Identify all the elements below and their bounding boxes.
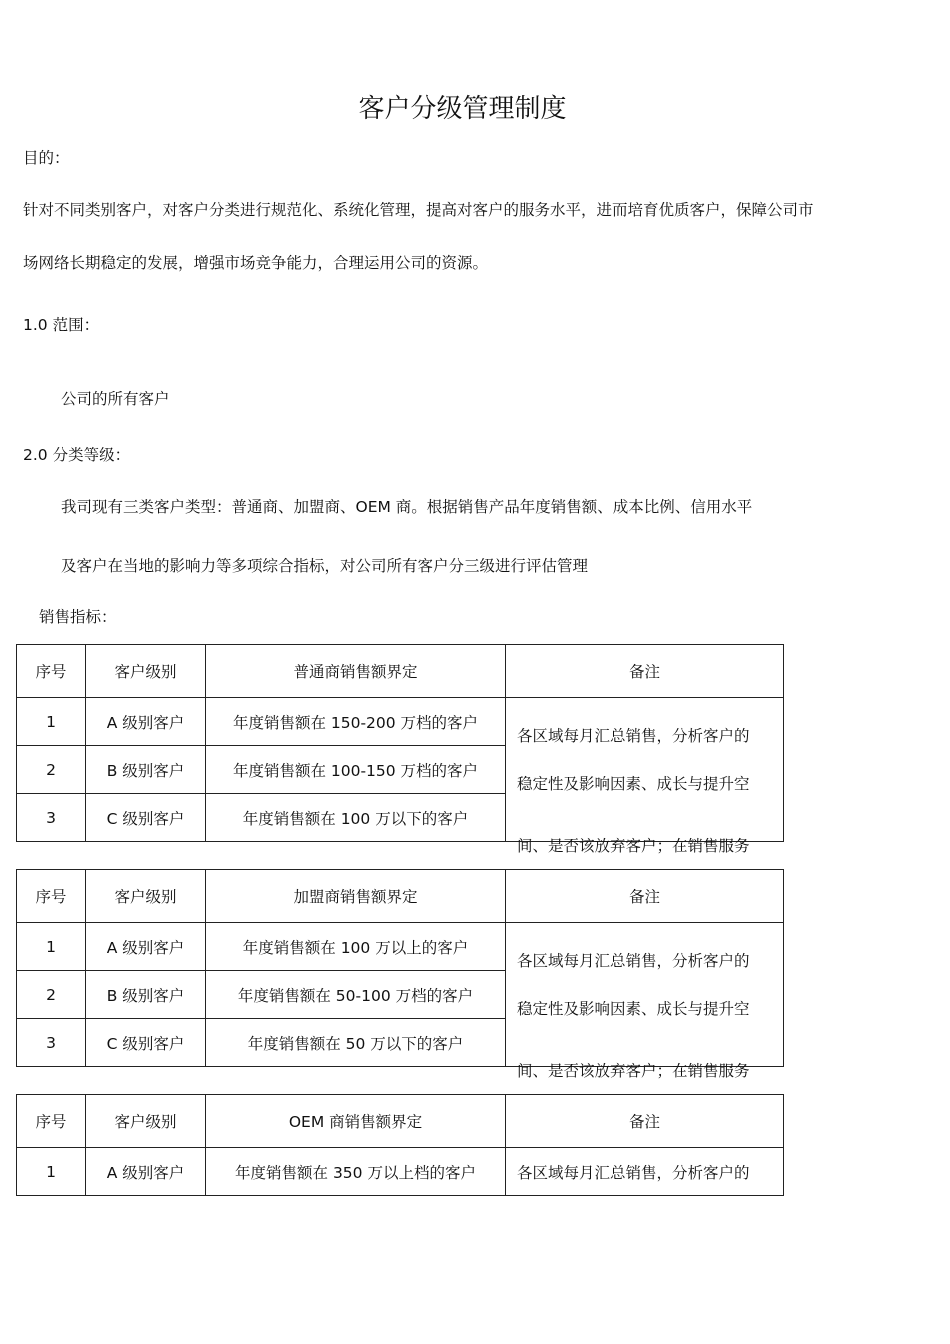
- cell-level: B 级别客户: [86, 971, 206, 1019]
- cell-level: A 级别客户: [86, 698, 206, 746]
- header-criteria: OEM 商销售额界定: [206, 1095, 506, 1148]
- note-cell: [506, 698, 784, 855]
- cell-level: A 级别客户: [86, 1148, 206, 1196]
- cell-index: 3: [17, 1019, 86, 1067]
- cell-level: C 级别客户: [86, 794, 206, 842]
- ordinary-dealer-table: [16, 644, 784, 855]
- header-level: 客户级别: [86, 870, 206, 923]
- franchise-dealer-table: [16, 869, 784, 1080]
- cell-index: 2: [17, 971, 86, 1019]
- note-line: 间、是否该放弃客户；在销售服务: [517, 837, 750, 855]
- scope-text: 公司的所有客户: [61, 390, 170, 408]
- page-title: 客户分级管理制度: [358, 94, 567, 124]
- table-header-row: [17, 1095, 784, 1148]
- table-row: [17, 923, 784, 971]
- grade-heading: 2.0 分类等级：: [23, 446, 131, 464]
- note-line: 各区域每月汇总销售，分析客户的: [517, 727, 750, 745]
- grade-text-line-2: 及客户在当地的影响力等多项综合指标，对公司所有客户分三级进行评估管理: [61, 557, 589, 575]
- table-header-row: [17, 645, 784, 698]
- table-row: [17, 698, 784, 746]
- header-note: 备注: [506, 645, 784, 698]
- header-index: 序号: [17, 645, 86, 698]
- sales-indicator-label: 销售指标：: [39, 608, 117, 626]
- purpose-text-line-2: 场网络长期稳定的发展，增强市场竞争能力，合理运用公司的资源。: [23, 254, 489, 272]
- cell-criteria: 年度销售额在 100 万以下的客户: [206, 794, 506, 842]
- header-index: 序号: [17, 870, 86, 923]
- cell-index: 1: [17, 698, 86, 746]
- purpose-text-line-1: 针对不同类别客户，对客户分类进行规范化、系统化管理，提高对客户的服务水平，进而培育优质客户，保障公司市: [23, 201, 814, 219]
- note-line: 稳定性及影响因素、成长与提升空: [517, 1000, 750, 1018]
- cell-criteria: 年度销售额在 350 万以上档的客户: [206, 1148, 506, 1196]
- header-criteria: 普通商销售额界定: [206, 645, 506, 698]
- cell-index: 1: [17, 1148, 86, 1196]
- cell-index: 2: [17, 746, 86, 794]
- cell-criteria: 年度销售额在 100-150 万档的客户: [206, 746, 506, 794]
- cell-level: C 级别客户: [86, 1019, 206, 1067]
- cell-level: B 级别客户: [86, 746, 206, 794]
- cell-criteria: 年度销售额在 150-200 万档的客户: [206, 698, 506, 746]
- header-level: 客户级别: [86, 645, 206, 698]
- cell-index: 3: [17, 794, 86, 842]
- header-note: 备注: [506, 870, 784, 923]
- cell-criteria: 年度销售额在 50-100 万档的客户: [206, 971, 506, 1019]
- note-line: 各区域每月汇总销售，分析客户的: [517, 952, 750, 970]
- header-note: 备注: [506, 1095, 784, 1148]
- cell-level: A 级别客户: [86, 923, 206, 971]
- header-criteria: 加盟商销售额界定: [206, 870, 506, 923]
- note-line: 各区域每月汇总销售，分析客户的: [517, 1163, 750, 1182]
- scope-heading: 1.0 范围：: [23, 316, 100, 334]
- note-cell: [506, 1148, 784, 1196]
- header-level: 客户级别: [86, 1095, 206, 1148]
- oem-dealer-table: [16, 1094, 784, 1196]
- table-header-row: [17, 870, 784, 923]
- note-line: 间、是否该放弃客户；在销售服务: [517, 1062, 750, 1080]
- purpose-heading: 目的：: [23, 149, 70, 167]
- cell-criteria: 年度销售额在 50 万以下的客户: [206, 1019, 506, 1067]
- cell-criteria: 年度销售额在 100 万以上的客户: [206, 923, 506, 971]
- note-cell: [506, 923, 784, 1080]
- note-line: 稳定性及影响因素、成长与提升空: [517, 775, 750, 793]
- grade-text-line-1: 我司现有三类客户类型：普通商、加盟商、OEM 商。根据销售产品年度销售额、成本比例、信用水平: [61, 498, 753, 516]
- cell-index: 1: [17, 923, 86, 971]
- table-row: [17, 1148, 784, 1196]
- header-index: 序号: [17, 1095, 86, 1148]
